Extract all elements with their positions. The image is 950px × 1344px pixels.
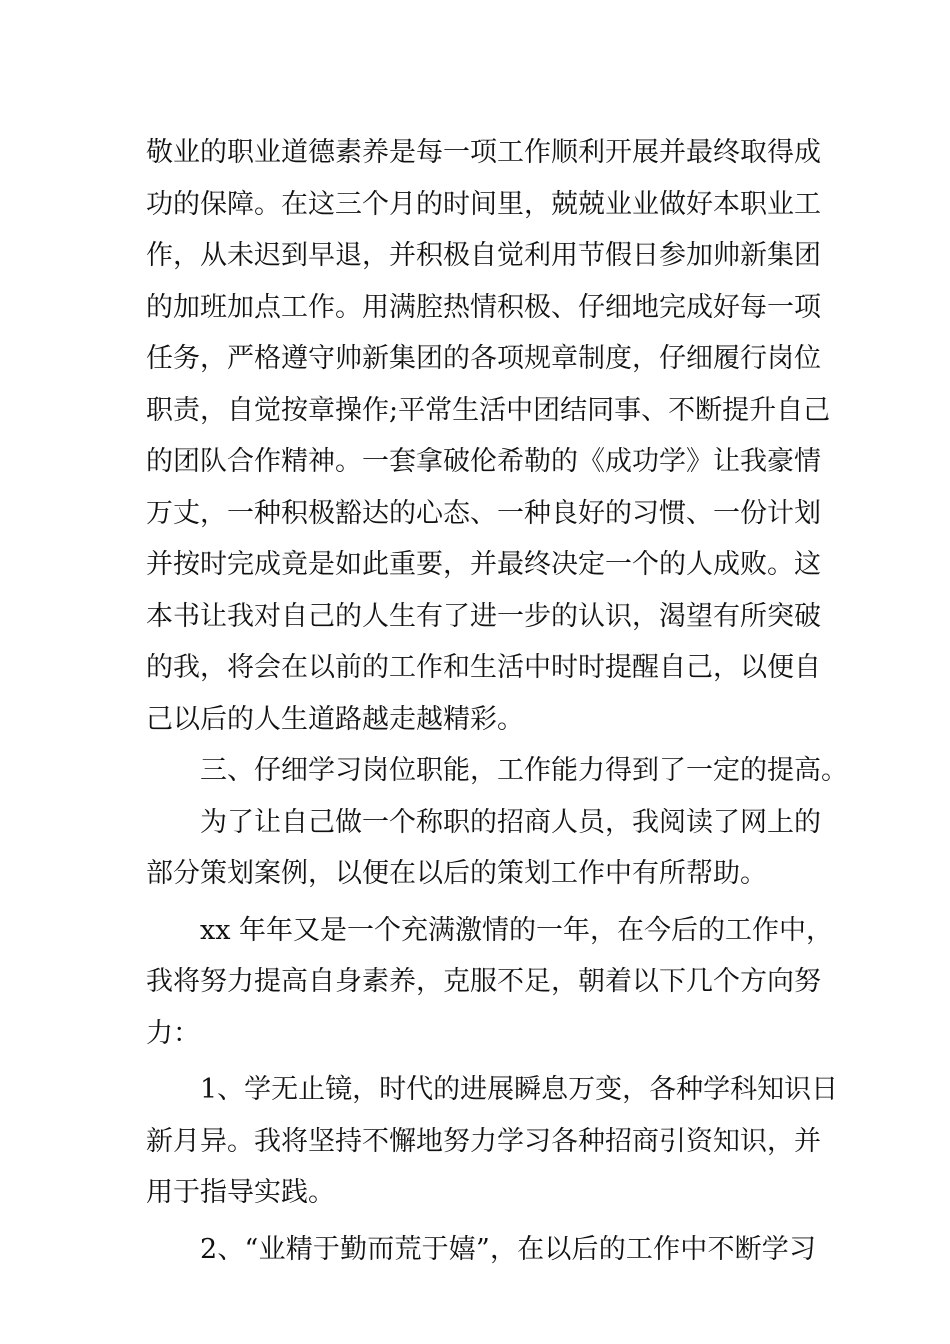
body-text [146,127,848,1275]
text-line: xx 年年又是一个充满激情的一年，在今后的工作中， [200,914,834,946]
section-heading: 三、仔细学习岗位职能，工作能力得到了一定的提高。 [200,755,848,786]
text-line: 功的保障。在这三个月的时间里，兢兢业业做好本职业工 [146,188,821,220]
text-line: 作，从未迟到早退，并积极自觉利用节假日参加帅新集团 [146,240,821,271]
text-line: 的团队合作精神。一套拿破伦希勒的《成功学》让我豪情 [146,446,821,477]
text-line: 新月异。我将坚持不懈地努力学习各种招商引资知识，并 [146,1125,821,1157]
text-line: 的加班加点工作。用满腔热情积极、仔细地完成好每一项 [146,291,821,323]
text-line: 并按时完成竟是如此重要，并最终决定一个的人成败。这 [146,549,821,580]
text-line: 力： [146,1017,200,1049]
text-line: 用于指导实践。 [146,1177,335,1208]
text-line: 的我，将会在以前的工作和生活中时时提醒自己，以便自 [146,652,821,683]
text-line: 职责，自觉按章操作;平常生活中团结同事、不断提升自己 [146,394,831,426]
text-line: 任务，严格遵守帅新集团的各项规章制度，仔细履行岗位 [146,343,821,374]
text-line: 敬业的职业道德素养是每一项工作顺利开展并最终取得成 [146,137,821,168]
text-line: 万丈，一种积极豁达的心态、一种良好的习惯、一份计划 [146,497,821,529]
text-line: 为了让自己做一个称职的招商人员，我阅读了网上的 [200,806,821,838]
text-line: 本书让我对自己的人生有了进一步的认识，渴望有所突破 [146,600,821,632]
text-line: 我将努力提高自身素养，克服不足，朝着以下几个方向努 [146,966,821,997]
list-item-1: 1、学无止镜，时代的进展瞬息万变，各种学科知识日 [200,1074,839,1105]
text-line: 部分策划案例，以便在以后的策划工作中有所帮助。 [146,858,767,889]
list-item-2: 2、“业精于勤而荒于嬉”，在以后的工作中不断学习 [200,1233,816,1265]
text-line: 己以后的人生道路越走越精彩。 [146,703,524,735]
